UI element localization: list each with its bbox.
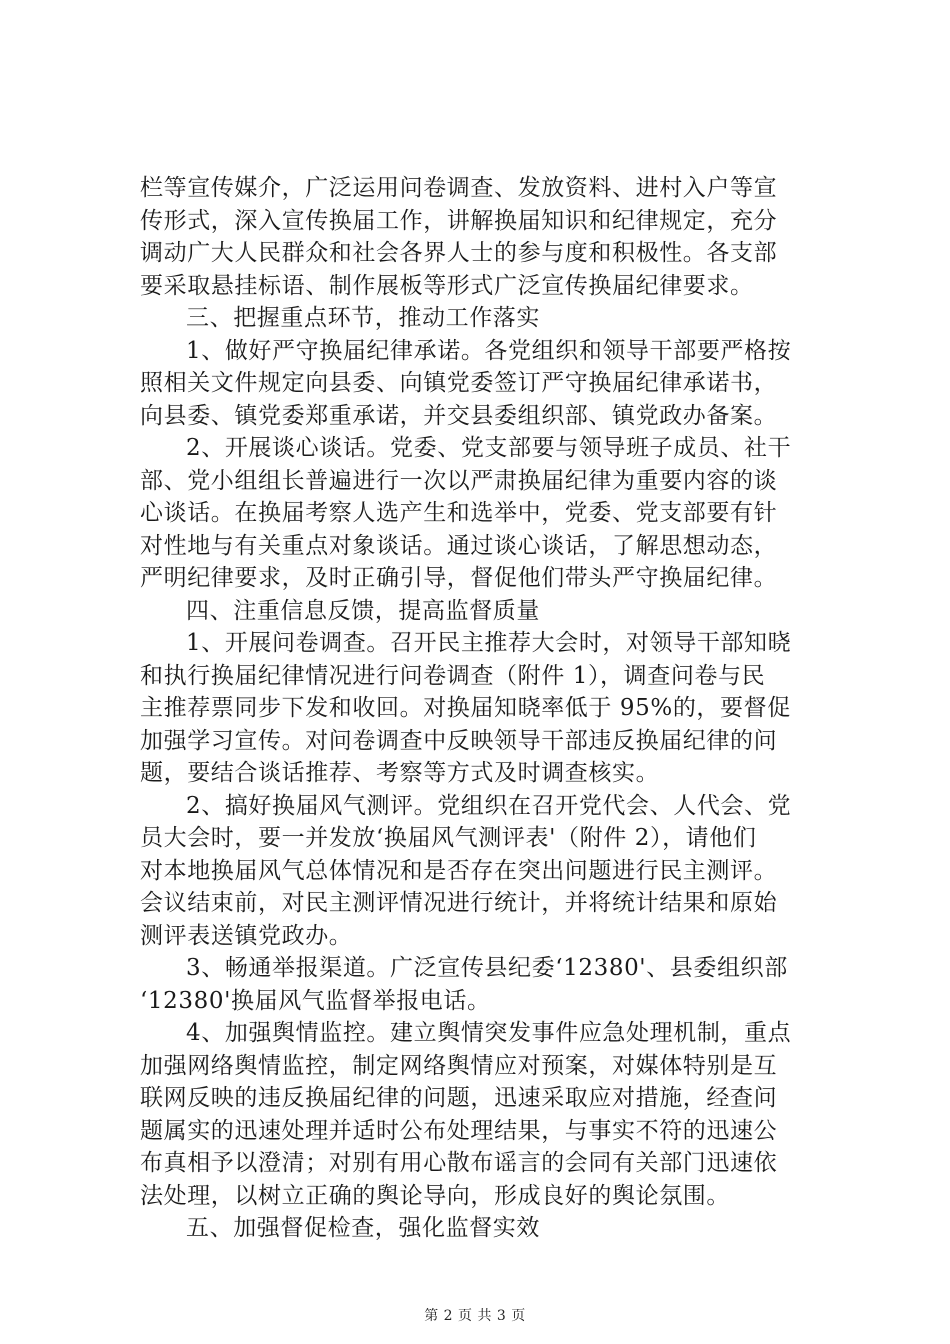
text-line: 要采取悬挂标语、制作展板等形式广泛宣传换届纪律要求。 — [140, 272, 754, 299]
text-line: 主推荐票同步下发和收回。对换届知晓率低于 95%的，要督促 — [140, 695, 791, 721]
text-line: 三、把握重点环节，推动工作落实 — [186, 305, 540, 331]
page-number-footer: 第 2 页 共 3 页 — [424, 1308, 526, 1324]
text-line: 会议结束前，对民主测评情况进行统计，并将统计结果和原始 — [140, 890, 778, 916]
document-body — [140, 172, 830, 1245]
text-line: 栏等宣传媒介，广泛运用问卷调查、发放资料、进村入户等宣 — [140, 175, 778, 201]
text-line: 测评表送镇党政办。 — [140, 922, 353, 949]
text-line: 4、加强舆情监控。建立舆情突发事件应急处理机制，重点 — [186, 1020, 792, 1046]
text-line: ‘12380'换届风气监督举报电话。 — [140, 987, 491, 1014]
text-line: 题属实的迅速处理并适时公布处理结果，与事实不符的迅速公 — [140, 1117, 778, 1144]
text-line: 对本地换届风气总体情况和是否存在突出问题进行民主测评。 — [140, 857, 778, 884]
text-line: 加强网络舆情监控，制定网络舆情应对预案，对媒体特别是互 — [140, 1052, 778, 1079]
text-line: 1、做好严守换届纪律承诺。各党组织和领导干部要严格按 — [186, 337, 792, 364]
text-line: 对性地与有关重点对象谈话。通过谈心谈话，了解思想动态， — [140, 532, 778, 559]
text-line: 题，要结合谈话推荐、考察等方式及时调查核实。 — [140, 760, 660, 786]
text-line: 加强学习宣传。对问卷调查中反映领导干部违反换届纪律的问 — [140, 727, 778, 754]
text-line: 向县委、镇党委郑重承诺，并交县委组织部、镇党政办备案。 — [140, 402, 778, 429]
text-line: 四、注重信息反馈，提高监督质量 — [186, 597, 540, 624]
text-line: 员大会时，要一并发放‘换届风气测评表'（附件 2），请他们 — [140, 825, 757, 851]
text-line: 2、开展谈心谈话。党委、党支部要与领导班子成员、社干 — [186, 435, 792, 461]
text-line: 调动广大人民群众和社会各界人士的参与度和积极性。各支部 — [140, 240, 778, 266]
text-line: 布真相予以澄清；对别有用心散布谣言的会同有关部门迅速依 — [140, 1150, 778, 1176]
text-line: 法处理，以树立正确的舆论导向，形成良好的舆论氛围。 — [140, 1182, 730, 1209]
text-line: 心谈话。在换届考察人选产生和选举中，党委、党支部要有针 — [140, 500, 778, 526]
text-line: 部、党小组组长普遍进行一次以严肃换届纪律为重要内容的谈 — [140, 467, 778, 494]
text-line: 传形式，深入宣传换届工作，讲解换届知识和纪律规定，充分 — [140, 207, 778, 234]
text-line: 和执行换届纪律情况进行问卷调查（附件 1），调查问卷与民 — [140, 662, 766, 689]
text-line: 1、开展问卷调查。召开民主推荐大会时，对领导干部知晓 — [186, 630, 792, 656]
text-line: 严明纪律要求，及时正确引导，督促他们带头严守换届纪律。 — [140, 565, 778, 591]
text-line: 2、搞好换届风气测评。党组织在召开党代会、人代会、党 — [186, 792, 792, 819]
text-line: 五、加强督促检查，强化监督实效 — [186, 1215, 540, 1241]
text-line: 联网反映的违反换届纪律的问题，迅速采取应对措施，经查问 — [140, 1085, 778, 1111]
text-line: 照相关文件规定向县委、向镇党委签订严守换届纪律承诺书， — [140, 370, 778, 396]
text-line: 3、畅通举报渠道。广泛宣传县纪委‘12380'、县委组织部 — [186, 955, 788, 981]
